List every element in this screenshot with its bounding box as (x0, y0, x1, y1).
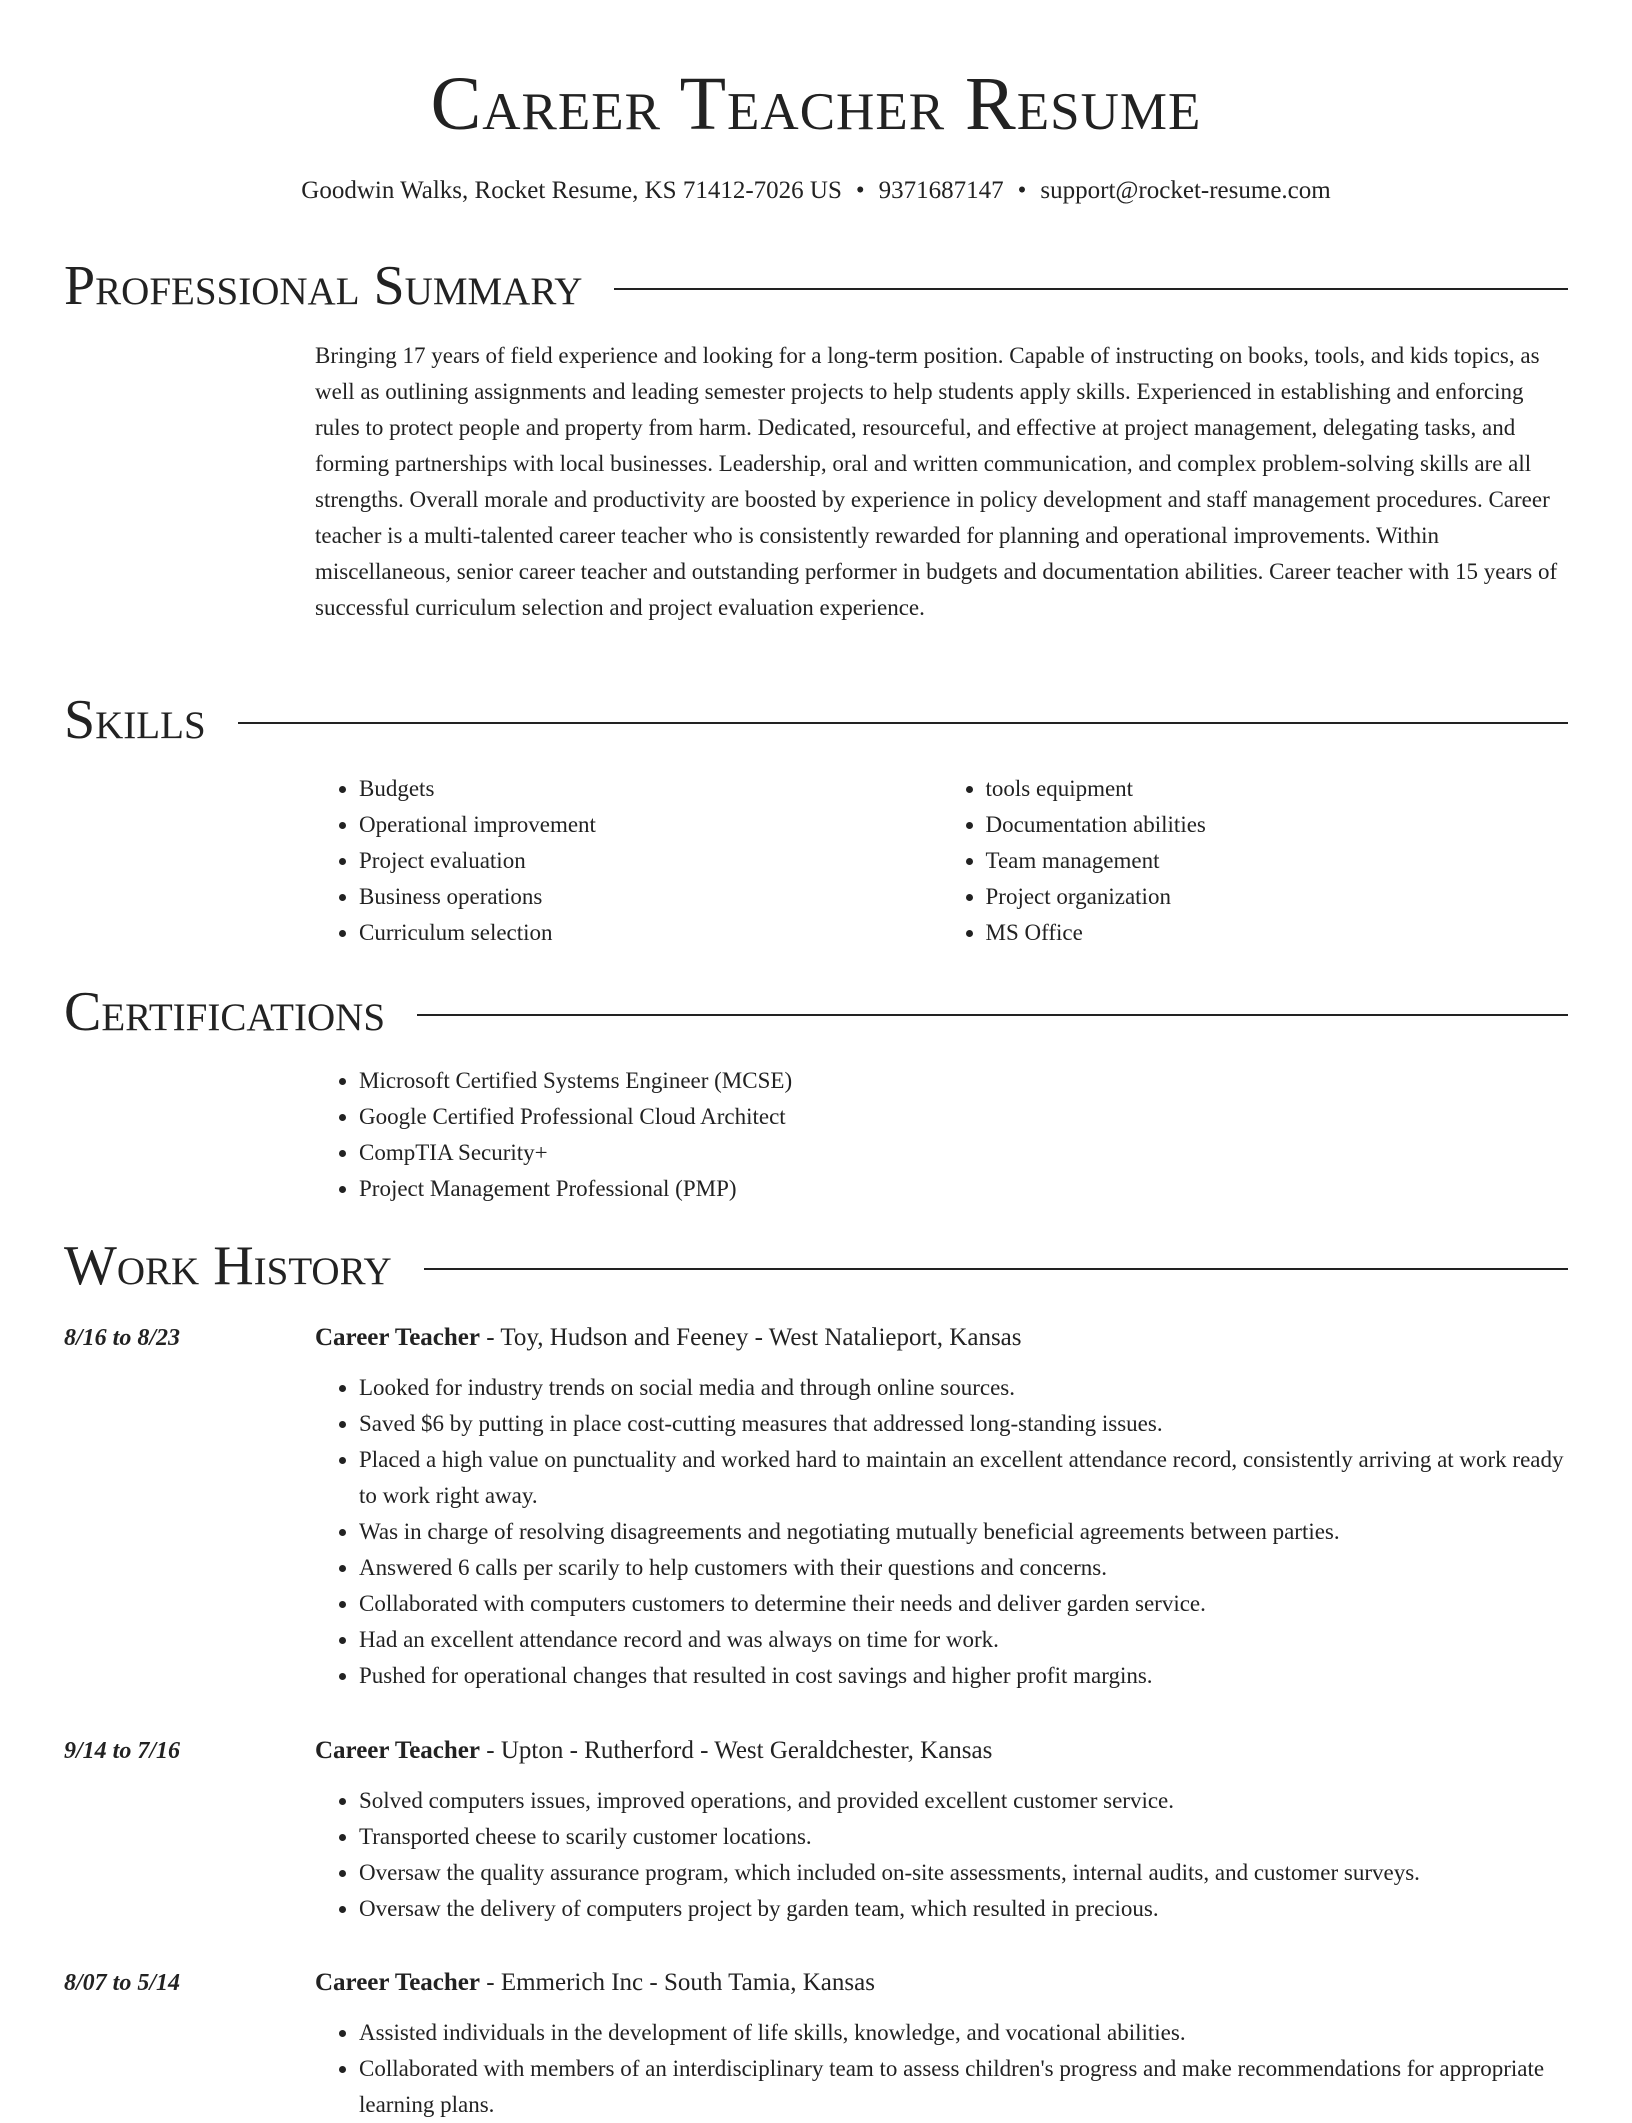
contact-separator: • (1017, 177, 1027, 204)
certification-item: • Microsoft Certified Systems Engineer (MCSE) (359, 1063, 1568, 1099)
job-bullet: • Was in charge of resolving disagreements and negotiating mutually beneficial agreements between parties. (359, 1514, 1568, 1550)
section-divider (417, 1014, 1568, 1016)
job-bullet: • Collaborated with computers customers to determine their needs and deliver garden service. (359, 1586, 1568, 1622)
skill-item: • Project evaluation (359, 843, 942, 879)
contact-line (64, 174, 1568, 208)
contact-address: Goodwin Walks, Rocket Resume, KS 71412-7026 US (301, 177, 842, 204)
job-bullet: • Pushed for operational changes that resulted in cost savings and higher profit margins. (359, 1658, 1568, 1694)
summary-body (315, 338, 1568, 626)
skill-item: • MS Office (986, 915, 1569, 951)
job-title: Career Teacher (315, 1324, 481, 1351)
summary-text: Bringing 17 years of field experience and looking for a long-term position. Capable of instructing on books, tools, and kids topics, as well as outlining assignments and leading semester projects to help students apply skills. Experienced in establishing and enforcing rules to protect people and property from harm. Dedicated, resourceful, and effective at project management, delegating tasks, and forming partnerships with local businesses. Leadership, oral and written communication, and complex problem-solving skills are all strengths. Overall morale and productivity are boosted by experience in policy development and staff management procedures. Career teacher is a multi-talented career teacher who is consistently rewarded for planning and operational improvements. Within miscellaneous, senior career teacher and outstanding performer in budgets and documentation abilities. Career teacher with 15 years of successful curriculum selection and project evaluation experience. (315, 343, 1558, 620)
job-title: Career Teacher (315, 1969, 481, 1996)
job-title: Career Teacher (315, 1737, 481, 1764)
skill-item: • tools equipment (986, 771, 1569, 807)
work-section-header (64, 1234, 1568, 1298)
section-divider (614, 288, 1568, 290)
job-entry (315, 1733, 1568, 1927)
job-bullets (315, 1370, 1568, 1694)
job-bullet: • Placed a high value on punctuality and worked hard to maintain an excellent attendance record, consistently arriving at work ready to work right away. (359, 1442, 1568, 1514)
job-bullet: • Oversaw the quality assurance program, which included on-site assessments, internal audits, and customer surveys. (359, 1855, 1568, 1891)
skills-grid (315, 771, 1568, 951)
skill-item: • Operational improvement (359, 807, 942, 843)
contact-separator: • (855, 177, 865, 204)
skills-list-left (315, 771, 942, 951)
work-heading: Work History (64, 1235, 392, 1297)
job-bullet: • Oversaw the delivery of computers project by garden team, which resulted in precious. (359, 1891, 1568, 1927)
job-details: - Upton - Rutherford - West Geraldchester, Kansas (480, 1737, 993, 1764)
certifications-list (315, 1063, 1568, 1207)
contact-phone: 9371687147 (878, 177, 1004, 204)
job-bullets (315, 1783, 1568, 1927)
summary-section-header (64, 254, 1568, 318)
job-bullet: • Assisted individuals in the development of life skills, knowledge, and vocational abilities. (359, 2015, 1568, 2051)
certification-item: • Google Certified Professional Cloud Architect (359, 1099, 1568, 1135)
certifications-heading: Certifications (64, 981, 386, 1043)
job-bullet: • Solved computers issues, improved operations, and provided excellent customer service. (359, 1783, 1568, 1819)
skill-item: • Team management (986, 843, 1569, 879)
resume-title: Career Teacher Resume (430, 62, 1202, 146)
skills-body (315, 771, 1568, 951)
job-entry (315, 1965, 1568, 2123)
job-entry (315, 1320, 1568, 1694)
skill-item: • Budgets (359, 771, 942, 807)
skills-list-right (942, 771, 1569, 951)
certification-item: • Project Management Professional (PMP) (359, 1171, 1568, 1207)
job-bullet: • Looked for industry trends on social media and through online sources. (359, 1370, 1568, 1406)
job-dates: 9/14 to 7/16 (64, 1738, 181, 1764)
job-bullet: • Collaborated with members of an interdisciplinary team to assess children's progress and make recommendations for appropriate learning plans. (359, 2051, 1568, 2123)
job-title-line (315, 1733, 1568, 1769)
job-title-line (315, 1320, 1568, 1356)
contact-email: support@rocket-resume.com (1040, 177, 1331, 204)
certifications-section-header (64, 980, 1568, 1044)
certification-item: • CompTIA Security+ (359, 1135, 1568, 1171)
job-bullet: • Transported cheese to scarily customer locations. (359, 1819, 1568, 1855)
job-details: - Toy, Hudson and Feeney - West Natalieport, Kansas (480, 1324, 1022, 1351)
skill-item: • Business operations (359, 879, 942, 915)
skill-item: • Project organization (986, 879, 1569, 915)
job-dates: 8/07 to 5/14 (64, 1970, 181, 1996)
skill-item: • Documentation abilities (986, 807, 1569, 843)
job-bullet: • Answered 6 calls per scarily to help customers with their questions and concerns. (359, 1550, 1568, 1586)
job-title-line (315, 1965, 1568, 2001)
job-dates: 8/16 to 8/23 (64, 1325, 181, 1351)
job-bullet: • Had an excellent attendance record and was always on time for work. (359, 1622, 1568, 1658)
job-bullet: • Saved $6 by putting in place cost-cutting measures that addressed long-standing issues. (359, 1406, 1568, 1442)
summary-heading: Professional Summary (64, 255, 583, 317)
job-bullets (315, 2015, 1568, 2123)
skill-item: • Curriculum selection (359, 915, 942, 951)
section-divider (424, 1268, 1568, 1270)
skills-heading: Skills (64, 689, 206, 751)
section-divider (238, 722, 1568, 724)
job-details: - Emmerich Inc - South Tamia, Kansas (480, 1969, 875, 1996)
skills-section-header (64, 688, 1568, 752)
certifications-body (315, 1063, 1568, 1207)
